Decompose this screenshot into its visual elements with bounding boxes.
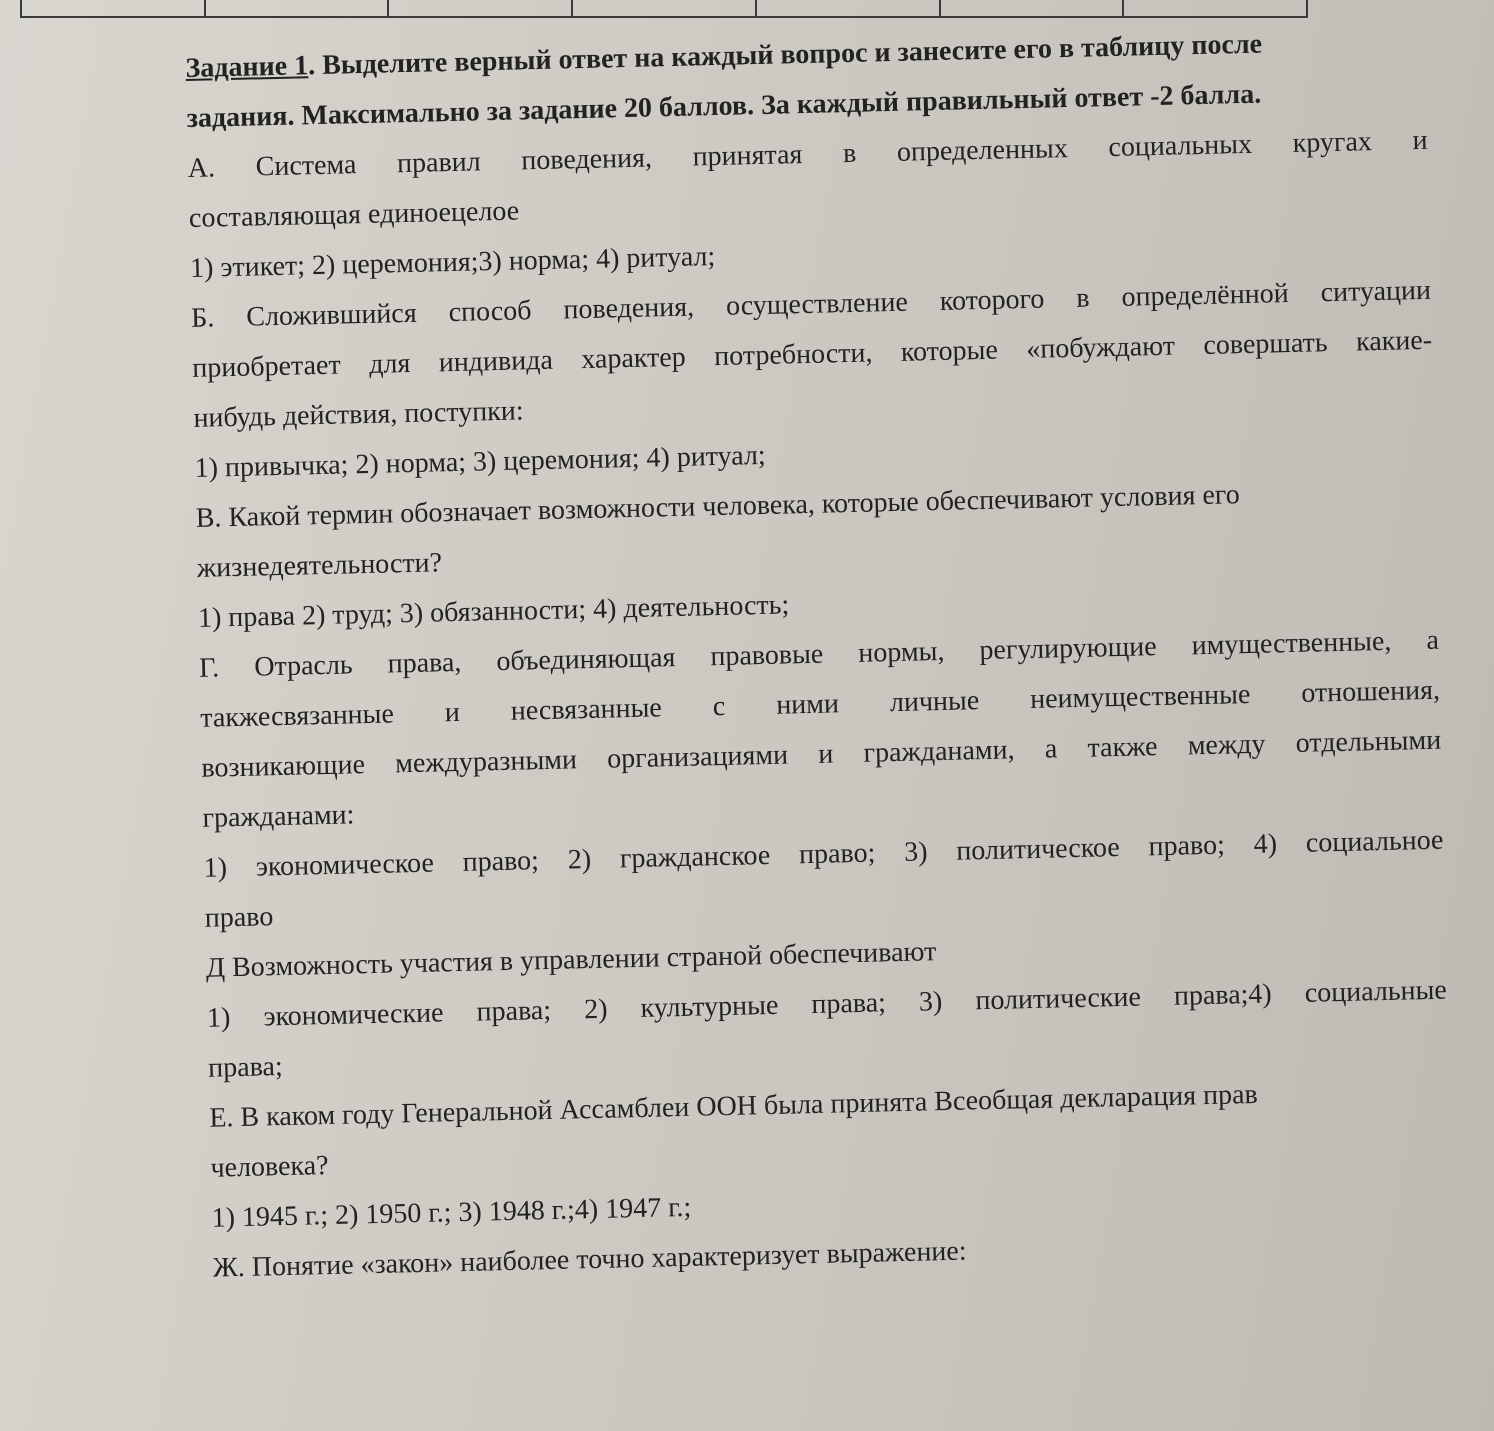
table-cell bbox=[941, 0, 1125, 16]
task-heading-text: . Выделите верный ответ на каждый вопрос и занесите его в таблицу после bbox=[307, 28, 1263, 82]
question-e-line-2: человека? bbox=[210, 1150, 329, 1184]
task-content bbox=[185, 16, 1453, 1294]
question-a-line-1: А. Система правил поведения, принятая в определенных социальных кругах и bbox=[187, 124, 1428, 184]
question-g-line-4: гражданами: bbox=[202, 799, 355, 834]
table-cell bbox=[389, 0, 573, 16]
task-title: Задание 1 bbox=[185, 50, 309, 84]
question-v-options: 1) права 2) труд; 3) обязанности; 4) деятельность; bbox=[197, 589, 790, 634]
question-b-options: 1) привычка; 2) норма; 3) церемония; 4) ритуал; bbox=[194, 439, 766, 484]
question-g-line-1: Г. Отрасль права, объединяющая правовые нормы, регулирующие имущественные, а bbox=[198, 624, 1440, 684]
question-g-options-cont: право bbox=[204, 901, 274, 934]
question-g-line-3: возникающие междуразными организациями и гражданами, а также между отдельными bbox=[201, 724, 1442, 784]
question-b-line-2: приобретает для индивида характер потребности, которые «побуждают совершать какие- bbox=[192, 324, 1433, 384]
question-zh-line-1: Ж. Понятие «закон» наиболее точно характеризует выражение: bbox=[212, 1235, 967, 1284]
question-a-options: 1) этикет; 2) церемония;3) норма; 4) ритуал; bbox=[189, 241, 716, 284]
question-g-options: 1) экономическое право; 2) гражданское право; 3) политическое право; 4) социальное bbox=[203, 824, 1444, 884]
table-cell bbox=[1124, 0, 1306, 16]
question-d-options: 1) экономические права; 2) культурные права; 3) политические права;4) социальные bbox=[206, 974, 1448, 1034]
question-v-line-2: жизнедеятельности? bbox=[196, 547, 443, 584]
question-d-options-cont: права; bbox=[207, 1051, 284, 1084]
question-d-line-1: Д Возможность участия в управлении страной обеспечивают bbox=[205, 936, 937, 984]
task-heading-line-2: задания. Максимально за задание 20 баллов. За каждый правильный ответ -2 балла. bbox=[186, 78, 1262, 134]
question-b-line-1: Б. Сложившийся способ поведения, осуществление которого в определённой ситуации bbox=[190, 274, 1432, 334]
question-e-line-1: Е. В каком году Генеральной Ассамблеи ООН была принята Всеобщая декларация прав bbox=[209, 1078, 1259, 1134]
table-cell bbox=[573, 0, 757, 16]
table-cell bbox=[206, 0, 390, 16]
question-a-line-2: составляющая единоецелое bbox=[188, 195, 520, 234]
question-e-options: 1) 1945 г.; 2) 1950 г.; 3) 1948 г.;4) 1947 г.; bbox=[211, 1191, 692, 1234]
answer-table-top bbox=[20, 0, 1308, 18]
question-g-line-2: такжесвязанные и несвязанные с ними личные неимущественные отношения, bbox=[199, 674, 1441, 734]
table-cell bbox=[22, 0, 206, 16]
table-cell bbox=[757, 0, 941, 16]
question-v-line-1: В. Какой термин обозначает возможности человека, которые обеспечивают условия его bbox=[195, 479, 1240, 534]
question-b-line-3: нибудь действия, поступки: bbox=[193, 395, 524, 434]
